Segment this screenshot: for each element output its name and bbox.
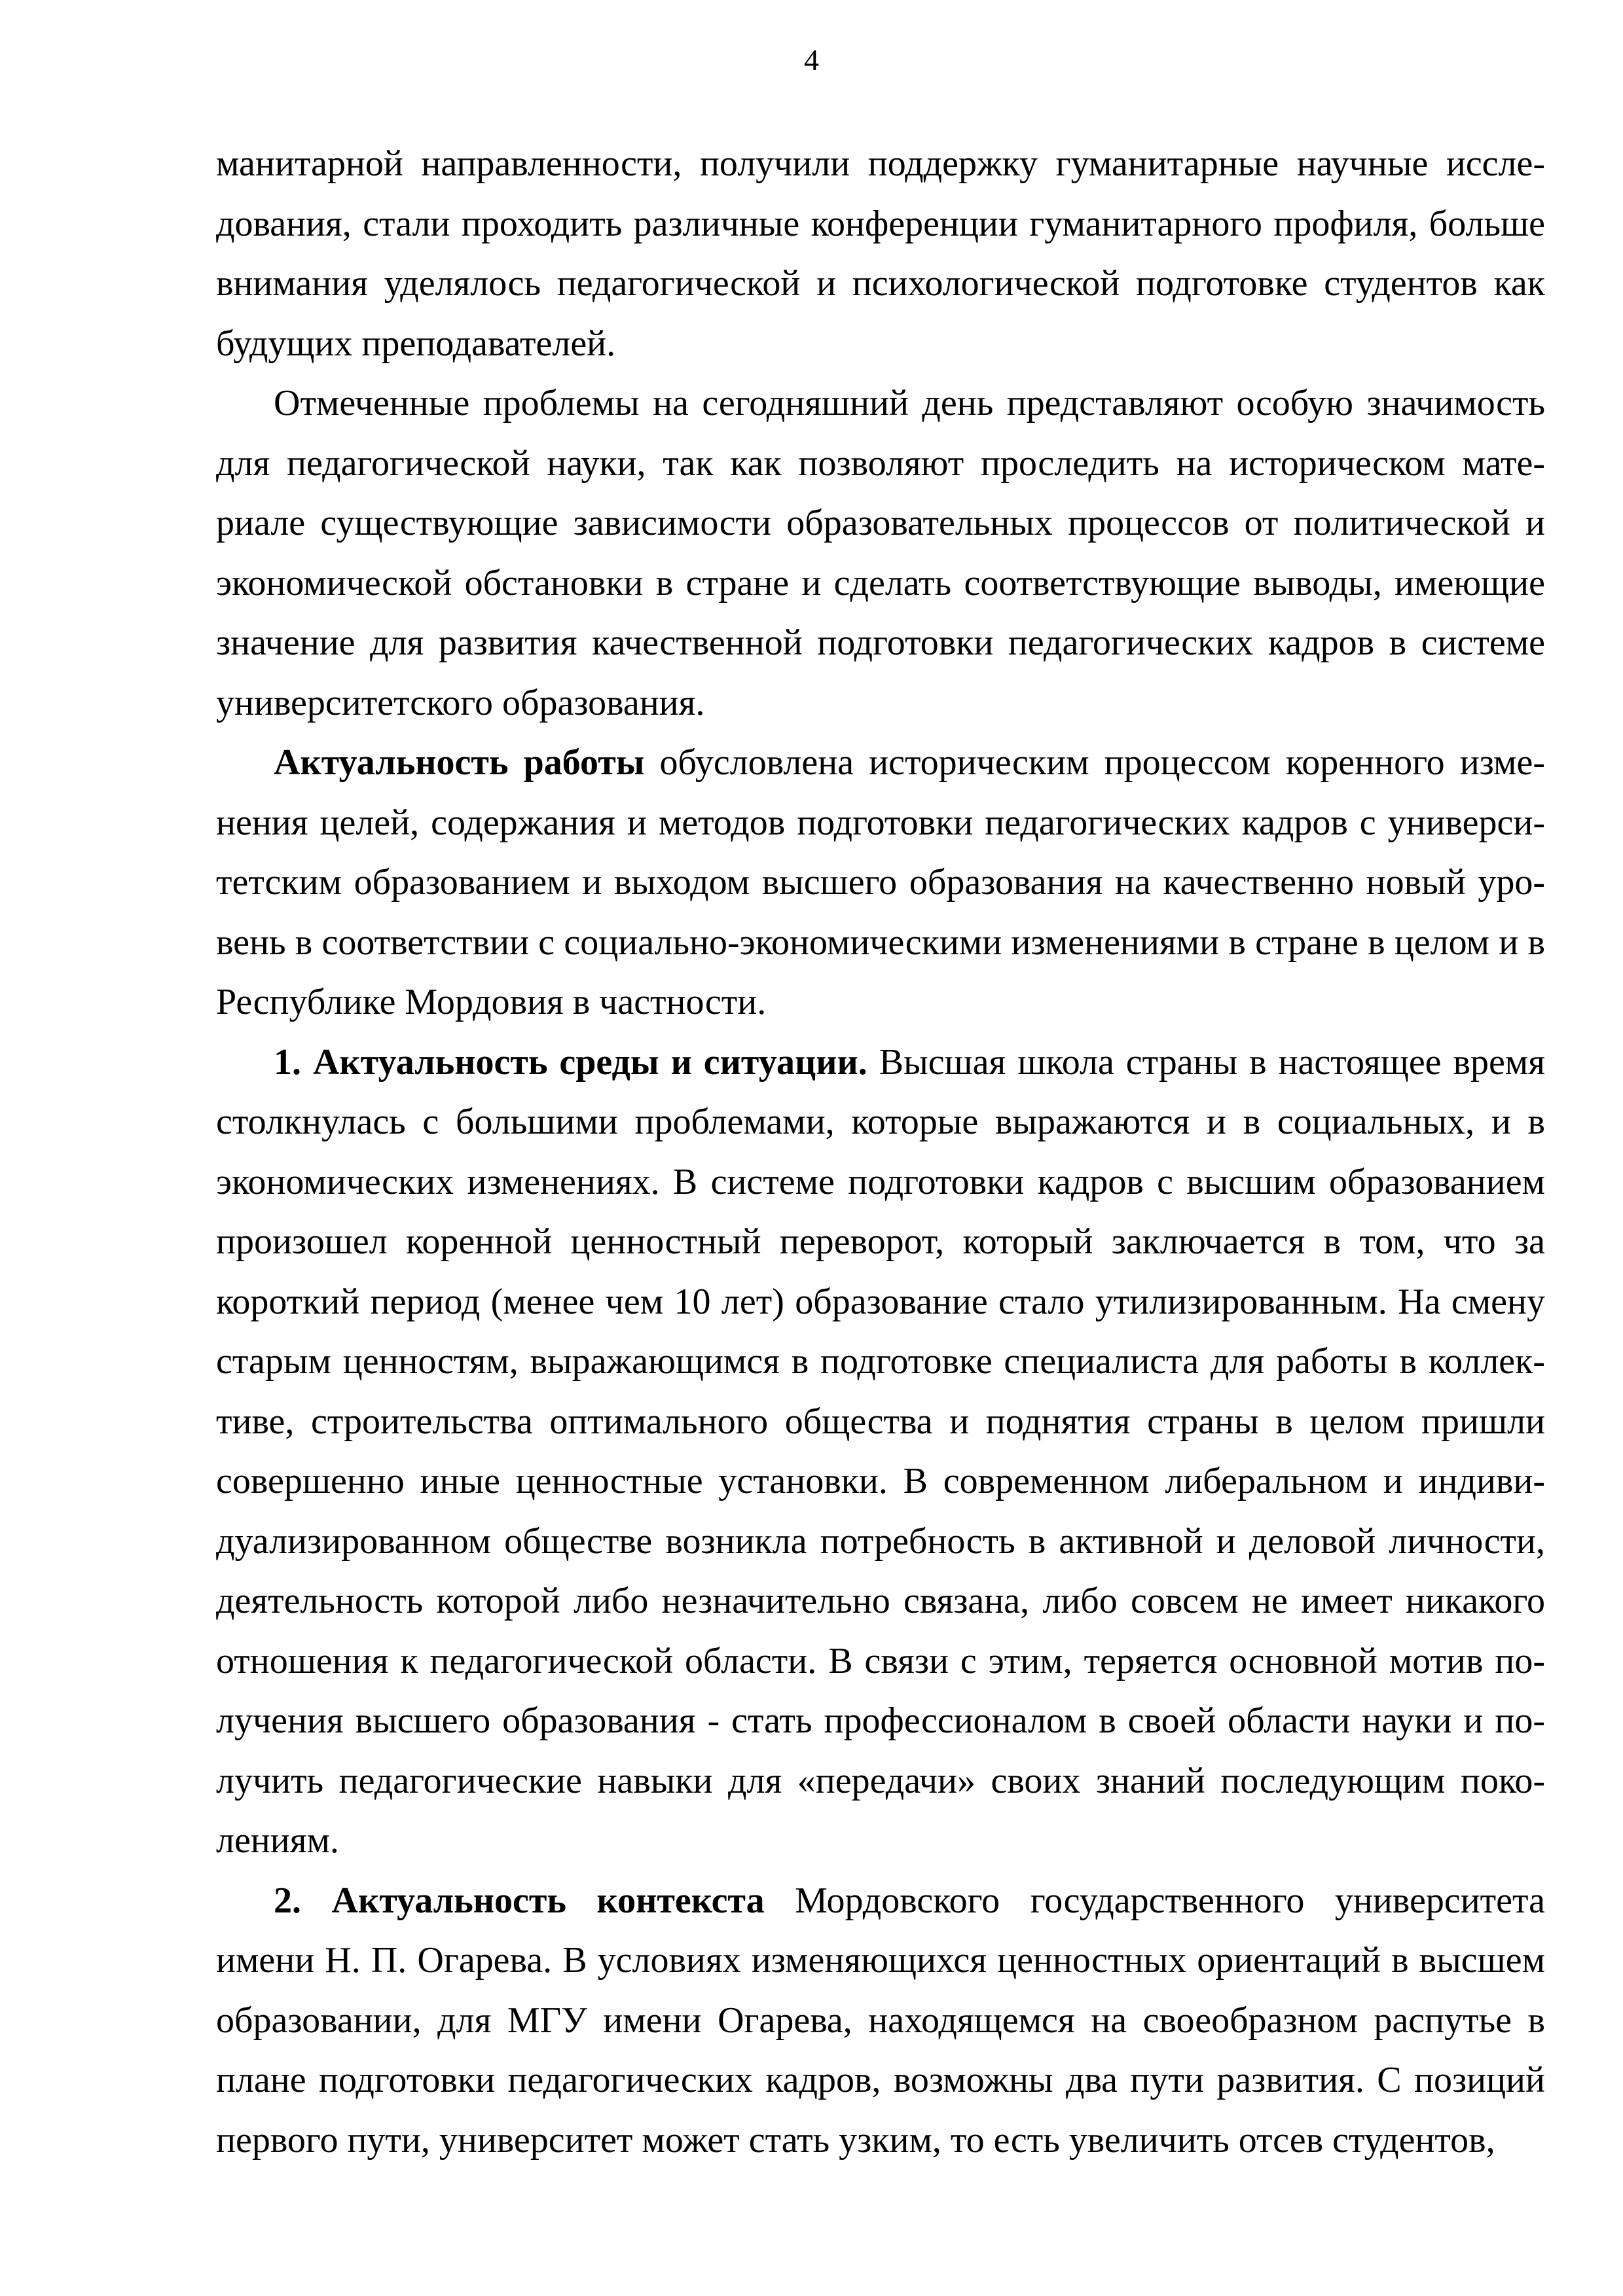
paragraph-text: Высшая школа страны в настоящее время столкнулась с большими проблемами, которые выражаются и в социальных, и в экономических изменениях. В системе подготовки кадров с высшим образованием произошел коренной ценностный переворот, который заключается в том, что за короткий период (менее чем 10 лет) образование стало утилизированным. На смену старым ценностям, выражающимся в подготовке специалиста для работы в коллективе, строительства оптимального общества и поднятия страны в целом пришли совершенно иные ценностные установки. В современном либеральном и индивидуализированном обществе возникла потребность в активной и деловой личности, деятельность которой либо незначительно связана, либо совсем не имеет никакого отношения к педагогической области. В связи с этим, теряется основной мотив получения высшего образования - стать профессионалом в своей области науки и получить педагогические навыки для «передачи» своих знаний последующим поколениям. <box>216 1041 1545 1861</box>
paragraph-continuation <box>216 134 1545 374</box>
page-number: 4 <box>804 43 819 77</box>
paragraph-relevance-of-work <box>216 733 1545 1033</box>
paragraph-lead-bold: Актуальность работы <box>274 742 645 783</box>
paragraph-text: Мордовского государственного университета имени Н. П. Огарева. В условиях изменяющихся ценностных ориентаций в высшем образовании, для МГУ имени Огарева, находящемся на своеобразном распутье в плане подготовки педагогических кадров, возможны два пути развития. С позиций первого пути, университет может стать узким, то есть увеличить отсев студентов, <box>216 1880 1545 2161</box>
paragraph-text: обусловлена историческим процессом коренного изменения целей, содержания и методов подготовки педагогических кадров с университетским образованием и выходом высшего образования на качественно новый уровень в соответствии с социально-экономическими изменениями в стране в целом и в Республике Мордовия в частности. <box>216 742 1545 1022</box>
paragraph-lead-bold: 2. Актуальность контекста <box>274 1880 765 1921</box>
document-body <box>216 134 1545 2170</box>
paragraph-text: манитарной направленности, получили поддержку гуманитарные научные исследования, стали проходить различные конференции гуманитарного профиля, больше внимания уделялось педагогической и психологической подготовке студентов как будущих преподавателей. <box>216 143 1545 364</box>
paragraph-lead-bold: 1. Актуальность среды и ситуации. <box>274 1041 867 1083</box>
paragraph-relevance-context <box>216 1871 1545 2171</box>
paragraph-problems-significance <box>216 374 1545 733</box>
paragraph-relevance-environment <box>216 1033 1545 1871</box>
paragraph-text: Отмеченные проблемы на сегодняшний день представляют особую значимость для педагогической науки, так как позволяют проследить на историческом материале существующие зависимости образовательных процессов от политической и экономической обстановки в стране и сделать соответствующие выводы, имеющие значение для развития качественной подготовки педагогических кадров в системе университетского образования. <box>216 383 1545 723</box>
